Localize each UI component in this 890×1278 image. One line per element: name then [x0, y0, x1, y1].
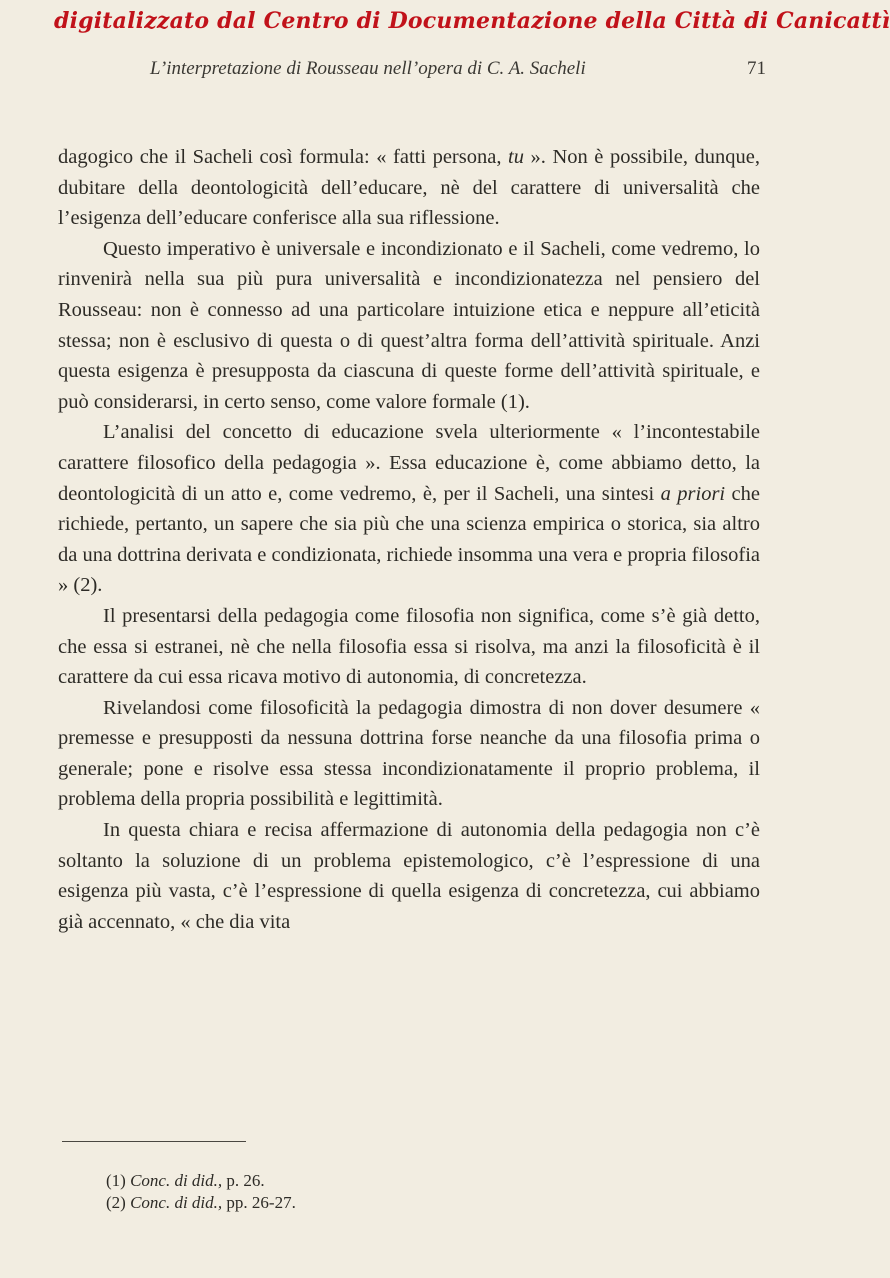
paragraph-2: Questo imperativo è universale e incondizionato e il Sacheli, come vedremo, lo rinvenirà nella sua più pura universalità e incondizionatezza nel pensiero del Rousseau: non è connesso ad una particolare intuizione etica e neppure all’eticità stessa; non è esclusivo di questa o di quest’altra forma dell’attività spirituale. Anzi questa esigenza è presupposta da ciascuna di queste forme dell’attività spirituale, e può considerarsi, in certo senso, come valore formale (1). [58, 237, 760, 413]
paragraph-4: Il presentarsi della pedagogia come filosofia non significa, come s’è già detto, che essa si estranei, nè che nella filosofia essa si risolva, ma anzi la filosoficità è il carattere da cui essa ricava motivo di autonomia, di concretezza. [58, 604, 760, 689]
emphasis-a-priori: a priori [660, 482, 726, 505]
paragraph-3: L’analisi del concetto di educazione svela ulteriormente « l’incontestabile carattere filosofico della pedagogia ». Essa educazione è, come abbiamo detto, la deontologicità di un atto e, come vedremo, è, per il Sacheli, una sintesi a priori che richiede, pertanto, un sapere che sia più che una scienza empirica o storica, sia altro da una dottrina derivata e condizionata, richiede insomma una vera e propria filosofia » (2). [58, 421, 760, 597]
page-number: 71 [747, 58, 766, 79]
footnotes [106, 1170, 706, 1214]
emphasis-tu: tu [508, 146, 524, 168]
paragraph-1: dagogico che il Sacheli così formula: « fatti persona, tu ». Non è possibile, dunque, dubitare della deontologicità dell’educare, nè del carattere di universalità che l’esigenza dell’educare conferisce alla sua riflessione. [58, 146, 760, 230]
running-title: L’interpretazione di Rousseau nell’opera di C. A. Sacheli [150, 58, 586, 79]
digitization-watermark: digitalizzato dal Centro di Documentazione della Città di Canicattì [54, 8, 890, 34]
running-header [60, 58, 766, 84]
paragraph-6: In questa chiara e recisa affermazione di autonomia della pedagogia non c’è soltanto la soluzione di un problema epistemologico, c’è l’espressione di una esigenza più vasta, c’è l’espressione di quella esigenza di concretezza, cui abbiamo già accennato, « che dia vita [58, 819, 760, 933]
footnote-divider [62, 1141, 246, 1142]
footnote-1: (1) Conc. di did., p. 26. [106, 1171, 265, 1190]
paragraph-5: Rivelandosi come filosoficità la pedagogia dimostra di non dover desumere « premesse e presupposti da nessuna dottrina forse neanche da una filosofia prima o generale; pone e risolve essa stessa incondizionatamente il proprio problema, il problema della propria possibilità e legittimità. [58, 696, 760, 811]
main-text [58, 142, 760, 937]
footnote-2: (2) Conc. di did., pp. 26-27. [106, 1193, 296, 1212]
